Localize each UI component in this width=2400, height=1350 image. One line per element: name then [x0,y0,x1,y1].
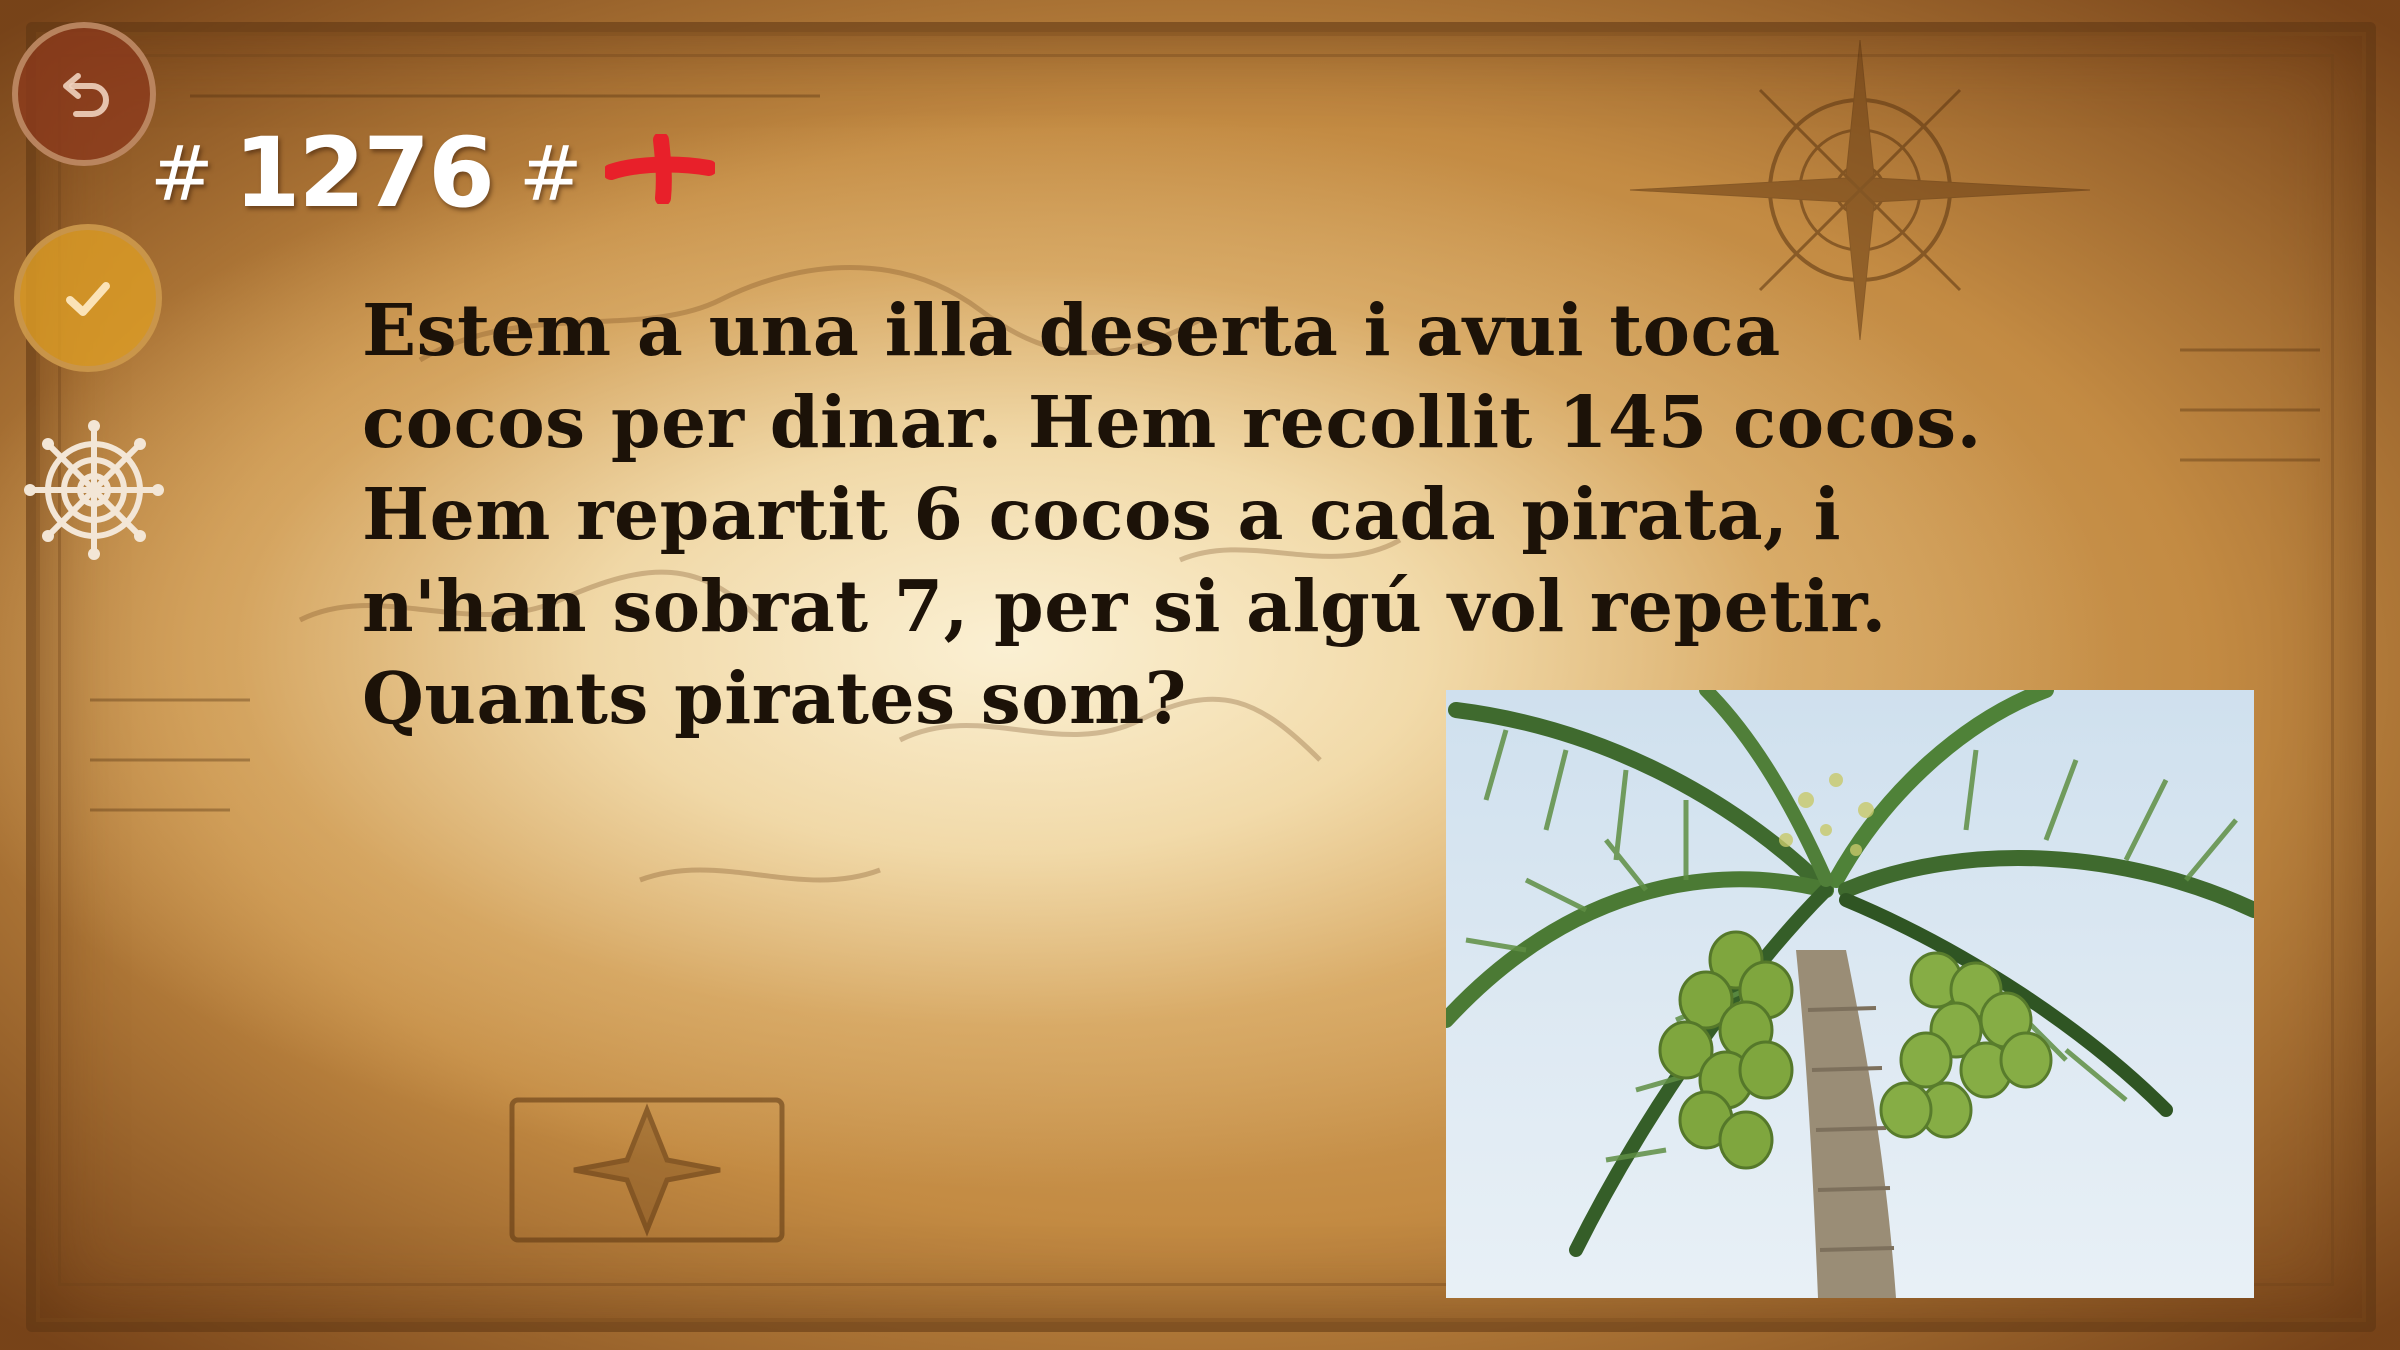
question-text: Estem a una illa deserta i avui toca cocos per dinar. Hem recollit 145 cocos. Hem repartit 6 cocos a cada pirata, i n'han sobrat 7, per si algú vol repetir. Quants pirates som? [362,288,1982,740]
check-answer-button[interactable] [14,224,162,372]
ship-wheel-icon [24,420,164,560]
coconut-palm-icon [1446,690,2254,1298]
puzzle-number: 1276 [233,117,493,229]
hash-right: # [518,128,583,218]
puzzle-header [150,118,715,228]
red-cross-icon [605,134,715,204]
coconut-palm-photo [1446,690,2254,1298]
back-button[interactable] [12,22,156,166]
check-icon [56,266,120,330]
ship-wheel-button[interactable] [24,420,164,560]
undo-arrow-icon [52,62,116,126]
hash-left: # [150,128,214,218]
